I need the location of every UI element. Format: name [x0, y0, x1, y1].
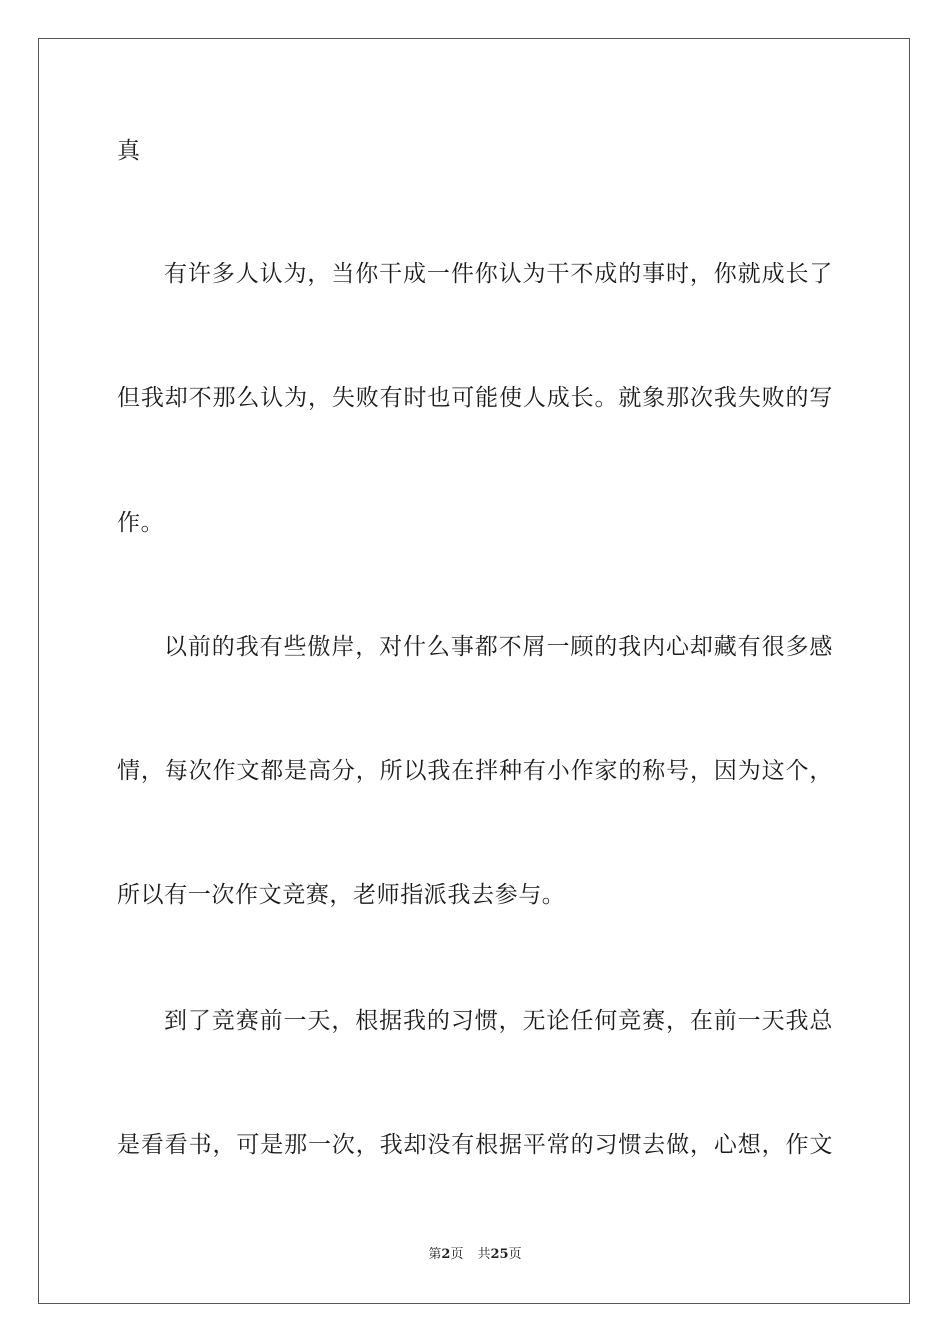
page-suffix: 页: [450, 1247, 464, 1262]
text-line-6: 情，每次作文都是高分，所以我在拌种有小作家的称号，因为这个，: [117, 758, 833, 784]
text-line-9: 是看看书，可是那一次，我却没有根据平常的习惯去做，心想，作文: [117, 1132, 833, 1158]
total-pages: 25: [490, 1247, 509, 1262]
text-line-4: 作。: [117, 510, 165, 536]
page-number: 2: [441, 1247, 451, 1262]
total-prefix: 共: [477, 1247, 491, 1262]
text-line-7: 所以有一次作文竞赛，老师指派我去参与。: [117, 882, 566, 908]
total-suffix: 页: [508, 1247, 522, 1262]
page-prefix: 第: [428, 1247, 442, 1262]
text-line-1: 真: [117, 138, 141, 164]
page-footer: [0, 1246, 950, 1264]
text-line-3: 但我却不那么认为，失败有时也可能使人成长。就象那次我失败的写: [117, 385, 833, 411]
page-frame: [38, 38, 910, 1304]
text-line-5: 以前的我有些傲岸，对什么事都不屑一顾的我内心却藏有很多感: [164, 634, 833, 660]
text-line-2: 有许多人认为，当你干成一件你认为干不成的事时，你就成长了: [164, 261, 833, 287]
text-line-8: 到了竞赛前一天，根据我的习惯，无论任何竞赛，在前一天我总: [164, 1008, 833, 1034]
